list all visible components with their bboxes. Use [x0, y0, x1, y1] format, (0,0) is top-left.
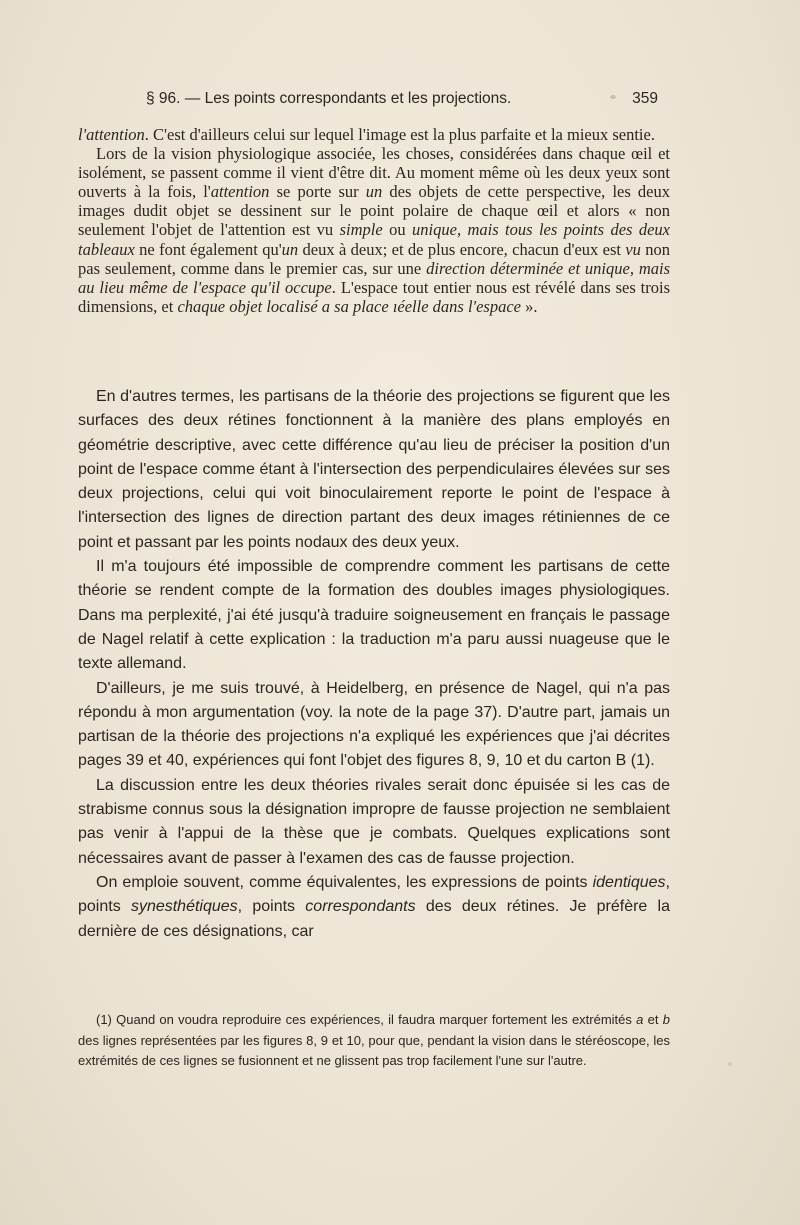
- italic-run: un: [365, 182, 383, 202]
- text-run: ».: [520, 296, 538, 316]
- text-run: . L'espace tout entier nous est révélé dans ses trois dimensions, et: [78, 277, 670, 316]
- text-run: non pas seulement, comme dans le premier cas, sur une: [78, 239, 670, 278]
- text-run: des objets de cette perspective, les deux images dudit objet se dessinent sur le point polaire de chaque œil et alors « non seulement l'objet de l'attention est vu: [78, 182, 670, 240]
- main-text: [78, 385, 670, 944]
- italic-run: synesthétiques: [130, 898, 238, 916]
- text-run: On emploie souvent, comme équivalentes, les expressions de points: [96, 873, 593, 891]
- italic-run: direction déterminée et unique, mais au lieu même de l'espace qu'il occupe: [78, 258, 671, 297]
- text-run: des deux rétines. Je préfère la dernière de ces désignations, car: [78, 898, 671, 940]
- italic-run: l'attention: [78, 125, 145, 144]
- italic-run: correspondants: [305, 898, 416, 916]
- italic-run: vu: [625, 239, 641, 259]
- italic-run: b: [662, 1012, 670, 1027]
- italic-run: chaque objet localisé a sa place ıéelle dans l'espace: [177, 296, 521, 316]
- quoted-passage: [78, 125, 670, 316]
- text-run: (1) Quand on voudra reproduire ces expériences, il faudra marquer fortement les extrémités: [96, 1012, 637, 1027]
- page-number: 359: [632, 90, 658, 107]
- body-paragraph-2: [78, 555, 670, 676]
- italic-run: attention: [210, 182, 270, 202]
- text-run: . C'est d'ailleurs celui sur lequel l'image est la plus parfaite et la mieux sentie.: [144, 125, 655, 144]
- text-run: deux à deux; et de plus encore, chacun d'eux est: [298, 239, 626, 259]
- running-title: § 96. — Les points correspondants et les projections.: [146, 90, 512, 107]
- footnote: [78, 1010, 670, 1072]
- quote-paragraph-2: [78, 144, 670, 316]
- text-run: D'ailleurs, je me suis trouvé, à Heidelberg, en présence de Nagel, qui n'a pas répondu à mon argumentation (voy. la note de la page 37). D'autre part, jamais un partisan de la théorie des projections n'a expliqué les expériences que j'ai décrites pages 39 et 40, expériences qui font l'objet des figures 8, 9, 10 et du carton B (1).: [78, 679, 670, 770]
- body-paragraph-5: [78, 871, 670, 944]
- quote-paragraph-1: [78, 125, 670, 144]
- italic-run: unique, mais tous les points des deux tableaux: [78, 220, 671, 259]
- text-run: , points: [237, 898, 306, 916]
- text-run: La discussion entre les deux théories rivales serait donc épuisée si les cas de strabisme connus sous la désignation impropre de fausse projection ne semblaient pas venir à l'appui de la thèse que je combats. Quelques explications sont nécessaires avant de passer à l'examen des cas de fausse projection.: [78, 776, 670, 867]
- text-run: Lors de la vision physiologique associée, les choses, considérées dans chaque œil et isolément, se passent comme il vient d'être dit. Au moment même où les deux yeux sont ouverts à la fois, l': [78, 144, 670, 202]
- text-run: et: [643, 1012, 663, 1027]
- running-header: [146, 90, 658, 112]
- italic-run: un: [281, 239, 299, 259]
- text-run: Il m'a toujours été impossible de comprendre comment les partisans de cette théorie se rendent compte de la formation des doubles images physiologiques. Dans ma perplexité, j'ai été jusqu'à traduire soigneusement en français le passage de Nagel relatif à cette explication : la traduction m'a paru aussi nuageuse que le texte allemand.: [78, 558, 670, 673]
- italic-run: a: [636, 1012, 644, 1027]
- italic-run: simple: [339, 220, 383, 240]
- paper-speck: [610, 95, 616, 99]
- text-run: ne font également qu': [134, 239, 282, 259]
- text-run: En d'autres termes, les partisans de la théorie des projections se figurent que les surfaces des deux rétines fonctionnent à la manière des plans employés en géométrie descriptive, avec cette différence qu'au lieu de préciser la position d'un point de l'espace comme étant à l'intersection des perpendiculaires élevées sur ses deux projections, celui qui voit binoculairement reporte le point de l'espace à l'intersection des lignes de direction partant des deux images rétiniennes de ce point et passant par les points nodaux des deux yeux.: [78, 388, 670, 551]
- body-paragraph-1: [78, 385, 670, 555]
- text-run: , points: [78, 873, 670, 916]
- body-paragraph-3: [78, 677, 670, 774]
- italic-run: identiques: [592, 873, 666, 891]
- paper-speck: [728, 1062, 732, 1066]
- footnote-paragraph-1: [78, 1010, 670, 1072]
- text-run: ou: [382, 220, 413, 240]
- text-run: des lignes représentées par les figures 8, 9 et 10, pour que, pendant la vision dans le stéréoscope, les extrémités de ces lignes se fusionnent et ne glissent pas trop facilement l'une sur l'autre.: [78, 1032, 670, 1068]
- text-run: se porte sur: [269, 182, 366, 202]
- body-paragraph-4: [78, 774, 670, 871]
